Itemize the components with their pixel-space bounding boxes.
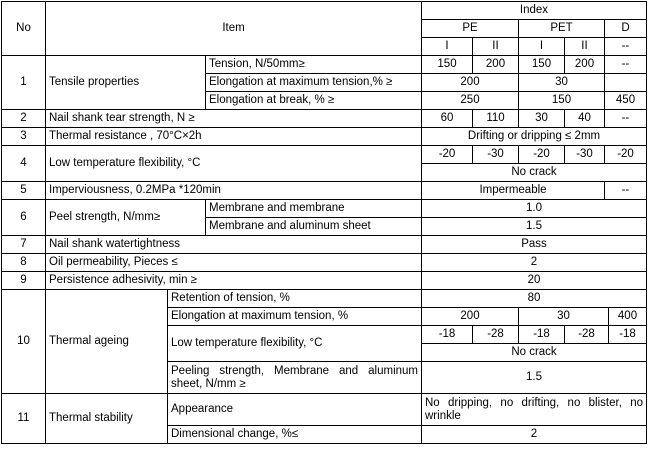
- row-label: Membrane and aluminum sheet: [206, 218, 422, 236]
- cell-value: -20: [422, 146, 473, 164]
- cell-value: 1.0: [422, 200, 647, 218]
- row-label: Membrane and membrane: [206, 200, 422, 218]
- row-label: Low temperature flexibility, °C: [46, 146, 422, 182]
- header-index: Index: [422, 2, 647, 20]
- cell-value: 150: [422, 56, 473, 74]
- cell-value: 30: [519, 308, 609, 326]
- row-no: 7: [2, 236, 46, 254]
- cell-value: 110: [473, 110, 519, 128]
- row-label: Imperviousness, 0.2MPa *120min: [46, 182, 422, 200]
- cell-value: 150: [519, 56, 565, 74]
- cell-value: 1.5: [422, 218, 647, 236]
- cell-value: [605, 74, 647, 92]
- cell-value: 200: [422, 74, 519, 92]
- specification-table: [1, 1, 647, 444]
- row-label: Oil permeability, Pieces ≤: [46, 254, 422, 272]
- cell-value: Impermeable: [422, 182, 605, 200]
- cell-value: 60: [422, 110, 473, 128]
- row-label: Peeling strength, Membrane and aluminum sheet, N/mm ≥: [168, 362, 422, 394]
- cell-value: 400: [609, 308, 647, 326]
- header-pe: PE: [422, 20, 519, 38]
- cell-value: Drifting or dripping ≤ 2mm: [422, 128, 647, 146]
- row-label: Dimensional change, %≤: [168, 426, 422, 444]
- grade-pe-2: II: [473, 38, 519, 56]
- cell-value: 200: [473, 56, 519, 74]
- row-group-label: Thermal stability: [46, 394, 168, 444]
- cell-value: -20: [605, 146, 647, 164]
- row-group-label: Thermal ageing: [46, 290, 168, 394]
- table-row: [2, 272, 647, 290]
- cell-value: 30: [519, 110, 565, 128]
- header-no: No: [2, 2, 46, 56]
- cell-value: --: [605, 110, 647, 128]
- row-label: Low temperature flexibility, °C: [168, 326, 422, 362]
- table-row: [2, 254, 647, 272]
- cell-value: -28: [565, 326, 609, 344]
- table-row: [2, 56, 647, 74]
- row-no: 2: [2, 110, 46, 128]
- row-no: 11: [2, 394, 46, 444]
- cell-value: -30: [565, 146, 605, 164]
- cell-value: -18: [422, 326, 473, 344]
- header-row-1: [2, 2, 647, 20]
- row-group-label: Tensile properties: [46, 56, 206, 110]
- row-no: 8: [2, 254, 46, 272]
- cell-value: 2: [422, 254, 647, 272]
- cell-value: Pass: [422, 236, 647, 254]
- table-row: [2, 200, 647, 218]
- cell-value: 450: [605, 92, 647, 110]
- cell-value: 2: [422, 426, 647, 444]
- header-item: Item: [46, 2, 422, 56]
- row-no: 6: [2, 200, 46, 236]
- row-label: Tension, N/50mm≥: [206, 56, 422, 74]
- table-row: [2, 110, 647, 128]
- cell-value: --: [605, 182, 647, 200]
- table-row: [2, 236, 647, 254]
- row-no: 3: [2, 128, 46, 146]
- table-row: [2, 394, 647, 426]
- cell-value: 150: [519, 92, 605, 110]
- row-no: 5: [2, 182, 46, 200]
- table-row: [2, 182, 647, 200]
- header-pet: PET: [519, 20, 605, 38]
- grade-d: --: [605, 38, 647, 56]
- cell-value: No crack: [422, 164, 647, 182]
- row-no: 1: [2, 56, 46, 110]
- row-label: Thermal resistance , 70°C×2h: [46, 128, 422, 146]
- row-label: Appearance: [168, 394, 422, 426]
- cell-value: --: [605, 56, 647, 74]
- grade-pet-1: I: [519, 38, 565, 56]
- row-label: Retention of tension, %: [168, 290, 422, 308]
- row-no: 10: [2, 290, 46, 394]
- cell-value: 20: [422, 272, 647, 290]
- row-label: Nail shank watertightness: [46, 236, 422, 254]
- cell-value: 40: [565, 110, 605, 128]
- table-row: [2, 146, 647, 164]
- row-label: Persistence adhesivity, min ≥: [46, 272, 422, 290]
- row-no: 4: [2, 146, 46, 182]
- row-no: 9: [2, 272, 46, 290]
- cell-value: 80: [422, 290, 647, 308]
- cell-value: 250: [422, 92, 519, 110]
- cell-value: -20: [519, 146, 565, 164]
- cell-value: 200: [565, 56, 605, 74]
- table-row: [2, 290, 647, 308]
- table-row: [2, 128, 647, 146]
- row-label: Nail shank tear strength, N ≥: [46, 110, 422, 128]
- cell-value: -30: [473, 146, 519, 164]
- cell-value: 1.5: [422, 362, 647, 394]
- cell-value: 200: [422, 308, 519, 326]
- row-label: Elongation at break, % ≥: [206, 92, 422, 110]
- row-group-label: Peel strength, N/mm≥: [46, 200, 206, 236]
- cell-value: 30: [519, 74, 605, 92]
- grade-pe-1: I: [422, 38, 473, 56]
- cell-value: -18: [519, 326, 565, 344]
- cell-value: No crack: [422, 344, 647, 362]
- cell-value: No dripping, no drifting, no blister, no wrinkle: [422, 394, 647, 426]
- row-label: Elongation at maximum tension,% ≥: [206, 74, 422, 92]
- cell-value: -18: [609, 326, 647, 344]
- row-label: Elongation at maximum tension, %: [168, 308, 422, 326]
- grade-pet-2: II: [565, 38, 605, 56]
- header-d: D: [605, 20, 647, 38]
- cell-value: -28: [473, 326, 519, 344]
